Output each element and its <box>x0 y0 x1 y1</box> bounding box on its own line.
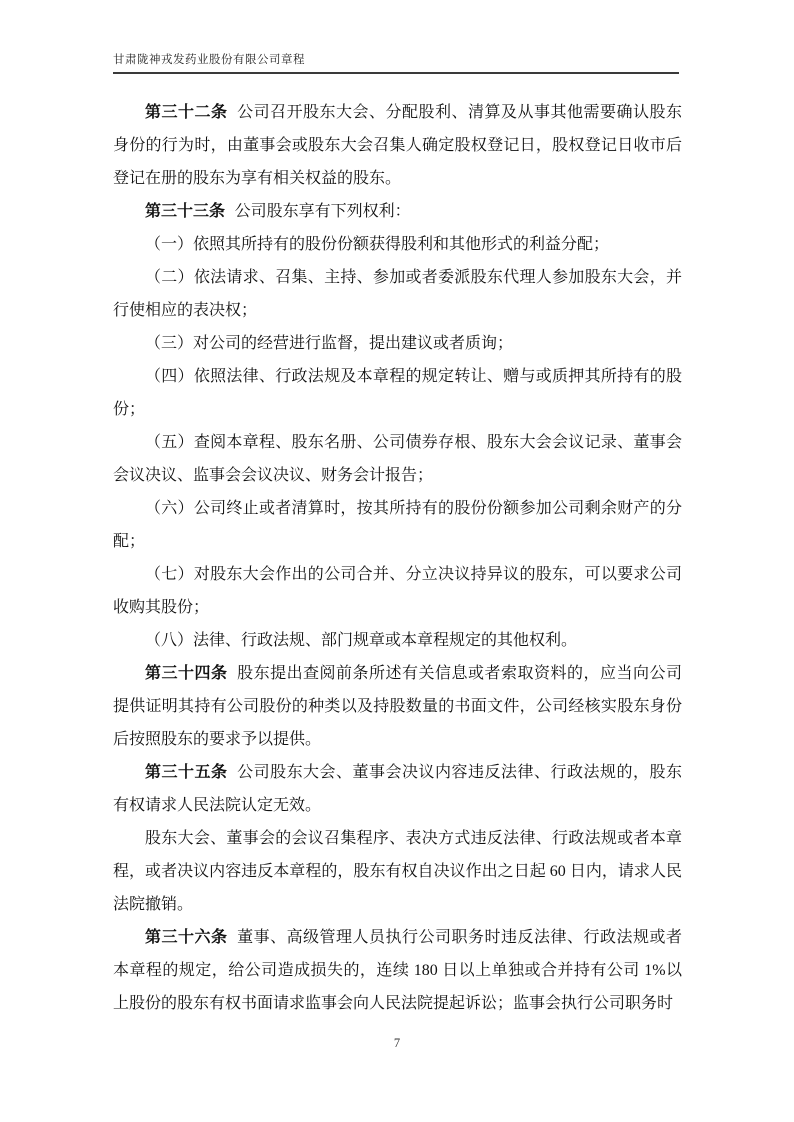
page-number: 7 <box>393 1036 401 1050</box>
paragraph-text: （四）依照法律、行政法规及本章程的规定转让、赠与或质押其所持有的股份； <box>113 368 682 418</box>
paragraph-text: （七）对股东大会作出的公司合并、分立决议持异议的股东，可以要求公司收购其股份； <box>113 566 682 616</box>
paragraph-text: 公司股东大会、董事会决议内容违反法律、行政法规的，股东有权请求人民法院认定无效。 <box>113 764 682 814</box>
article-number: 第三十六条 <box>145 929 228 946</box>
list-item-4 <box>113 360 682 426</box>
paragraph-article-33 <box>113 195 682 228</box>
paragraph-text: 股东大会、董事会的会议召集程序、表决方式违反法律、行政法规或者本章程，或者决议内容违反本章程的，股东有权自决议作出之日起 60 日内，请求人民法院撤销。 <box>113 830 682 913</box>
paragraph-text: （六）公司终止或者清算时，按其所持有的股份份额参加公司剩余财产的分配； <box>113 500 682 550</box>
document-body <box>113 96 682 1020</box>
page-footer <box>0 1036 794 1051</box>
list-item-7 <box>113 558 682 624</box>
paragraph-article-34 <box>113 657 682 756</box>
paragraph-text: （二）依法请求、召集、主持、参加或者委派股东代理人参加股东大会，并行使相应的表决权； <box>113 269 682 319</box>
paragraph-article-35-cont <box>113 822 682 921</box>
paragraph-text: （一）依照其所持有的股份份额获得股利和其他形式的利益分配； <box>145 236 610 253</box>
paragraph-text: 公司股东享有下列权利： <box>234 203 411 220</box>
paragraph-text: 股东提出查阅前条所述有关信息或者索取资料的，应当向公司提供证明其持有公司股份的种类以及持股数量的书面文件，公司经核实股东身份后按照股东的要求予以提供。 <box>113 665 682 748</box>
paragraph-article-32 <box>113 96 682 195</box>
paragraph-text: （五）查阅本章程、股东名册、公司债券存根、股东大会会议记录、董事会会议决议、监事会会议决议、财务会计报告； <box>113 434 682 484</box>
list-item-2 <box>113 261 682 327</box>
list-item-5 <box>113 426 682 492</box>
article-number: 第三十五条 <box>145 764 228 781</box>
article-number: 第三十四条 <box>145 665 228 682</box>
paragraph-article-35 <box>113 756 682 822</box>
list-item-6 <box>113 492 682 558</box>
article-number: 第三十二条 <box>145 104 228 121</box>
article-number: 第三十三条 <box>145 203 226 220</box>
page-header <box>113 53 679 74</box>
list-item-3 <box>113 327 682 360</box>
paragraph-text: （三）对公司的经营进行监督，提出建议或者质询； <box>145 335 514 352</box>
list-item-1 <box>113 228 682 261</box>
list-item-8 <box>113 624 682 657</box>
paragraph-text: （八）法律、行政法规、部门规章或本章程规定的其他权利。 <box>145 632 578 649</box>
paragraph-text: 公司召开股东大会、分配股利、清算及从事其他需要确认股东身份的行为时，由董事会或股东大会召集人确定股权登记日，股权登记日收市后登记在册的股东为享有相关权益的股东。 <box>113 104 682 187</box>
paragraph-article-36 <box>113 921 682 1020</box>
paragraph-text: 董事、高级管理人员执行公司职务时违反法律、行政法规或者本章程的规定，给公司造成损失的，连续 180 日以上单独或合并持有公司 1%以上股份的股东有权书面请求监事会向人民法院提起诉讼；监事会执行公司职务时 <box>113 929 682 1012</box>
header-title: 甘肃陇神戎发药业股份有限公司章程 <box>113 54 305 66</box>
